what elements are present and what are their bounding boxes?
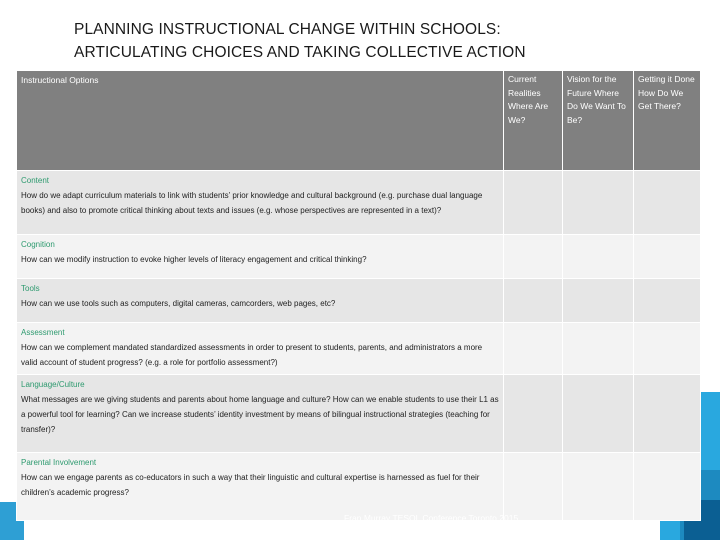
getting-it-done-cell[interactable] [634, 171, 701, 235]
row-question: How can we use tools such as computers, digital cameras, camcorders, web pages, etc? [21, 299, 336, 308]
table-row [17, 453, 701, 521]
slide-title-line-1: PLANNING INSTRUCTIONAL CHANGE WITHIN SCHOOLS: [74, 21, 501, 38]
row-category: Parental Involvement [21, 458, 97, 467]
row-question: How can we engage parents as co-educators in such a way that their linguistic and cultural expertise is harnessed as fuel for their children’s academic progress? [21, 473, 480, 497]
slide-title-line-2: ARTICULATING CHOICES AND TAKING COLLECTIVE ACTION [74, 44, 526, 61]
row-question: What messages are we giving students and parents about home language and culture? How can we enable students to use their L1 as a powerful tool for learning? Can we increase students’ identity investment by means of bilingual instructional strategies (teaching for transfer)? [21, 395, 499, 434]
table-row [17, 235, 701, 279]
getting-it-done-cell[interactable] [634, 453, 701, 521]
current-realities-cell[interactable] [504, 235, 563, 279]
row-content-cell [17, 171, 504, 235]
row-content-cell [17, 375, 504, 453]
row-content-cell [17, 453, 504, 521]
row-question: How do we adapt curriculum materials to link with students’ prior knowledge and cultural background (e.g. purchase dual language books) and also to promote critical thinking about texts and issues (e.g. whose perspectives are represented in a text)? [21, 191, 483, 215]
table-row [17, 171, 701, 235]
vision-future-cell[interactable] [563, 171, 634, 235]
getting-it-done-cell[interactable] [634, 323, 701, 375]
current-realities-cell[interactable] [504, 453, 563, 521]
header-instructional-options: Instructional Options [17, 71, 504, 171]
row-content-cell [17, 323, 504, 375]
row-category: Tools [21, 284, 40, 293]
table-row [17, 375, 701, 453]
table-row [17, 323, 701, 375]
planning-table [16, 70, 701, 521]
getting-it-done-cell[interactable] [634, 279, 701, 323]
row-category: Cognition [21, 240, 55, 249]
vision-future-cell[interactable] [563, 279, 634, 323]
vision-future-cell[interactable] [563, 323, 634, 375]
row-question: How can we complement mandated standardized assessments in order to present to students, parents, and administrators a more valid account of student progress? (e.g. a role for portfolio assessment?) [21, 343, 483, 367]
row-category: Content [21, 176, 50, 185]
planning-table-container [16, 70, 700, 520]
row-question: How can we modify instruction to evoke higher levels of literacy engagement and critical thinking? [21, 255, 367, 264]
table-row [17, 279, 701, 323]
current-realities-cell[interactable] [504, 323, 563, 375]
current-realities-cell[interactable] [504, 375, 563, 453]
current-realities-cell[interactable] [504, 279, 563, 323]
slide-footer: Fran Murray TESOL Conference Toronto 2015 [344, 513, 519, 523]
row-category: Language/Culture [21, 380, 85, 389]
vision-future-cell[interactable] [563, 375, 634, 453]
row-content-cell [17, 279, 504, 323]
header-getting-it-done: Getting it Done How Do We Get There? [634, 71, 701, 171]
slide-title [74, 18, 634, 64]
table-header-row [17, 71, 701, 171]
header-current-realities: Current Realities Where Are We? [504, 71, 563, 171]
current-realities-cell[interactable] [504, 171, 563, 235]
header-vision-future: Vision for the Future Where Do We Want To Be? [563, 71, 634, 171]
getting-it-done-cell[interactable] [634, 235, 701, 279]
row-category: Assessment [21, 328, 65, 337]
getting-it-done-cell[interactable] [634, 375, 701, 453]
row-content-cell [17, 235, 504, 279]
vision-future-cell[interactable] [563, 453, 634, 521]
vision-future-cell[interactable] [563, 235, 634, 279]
